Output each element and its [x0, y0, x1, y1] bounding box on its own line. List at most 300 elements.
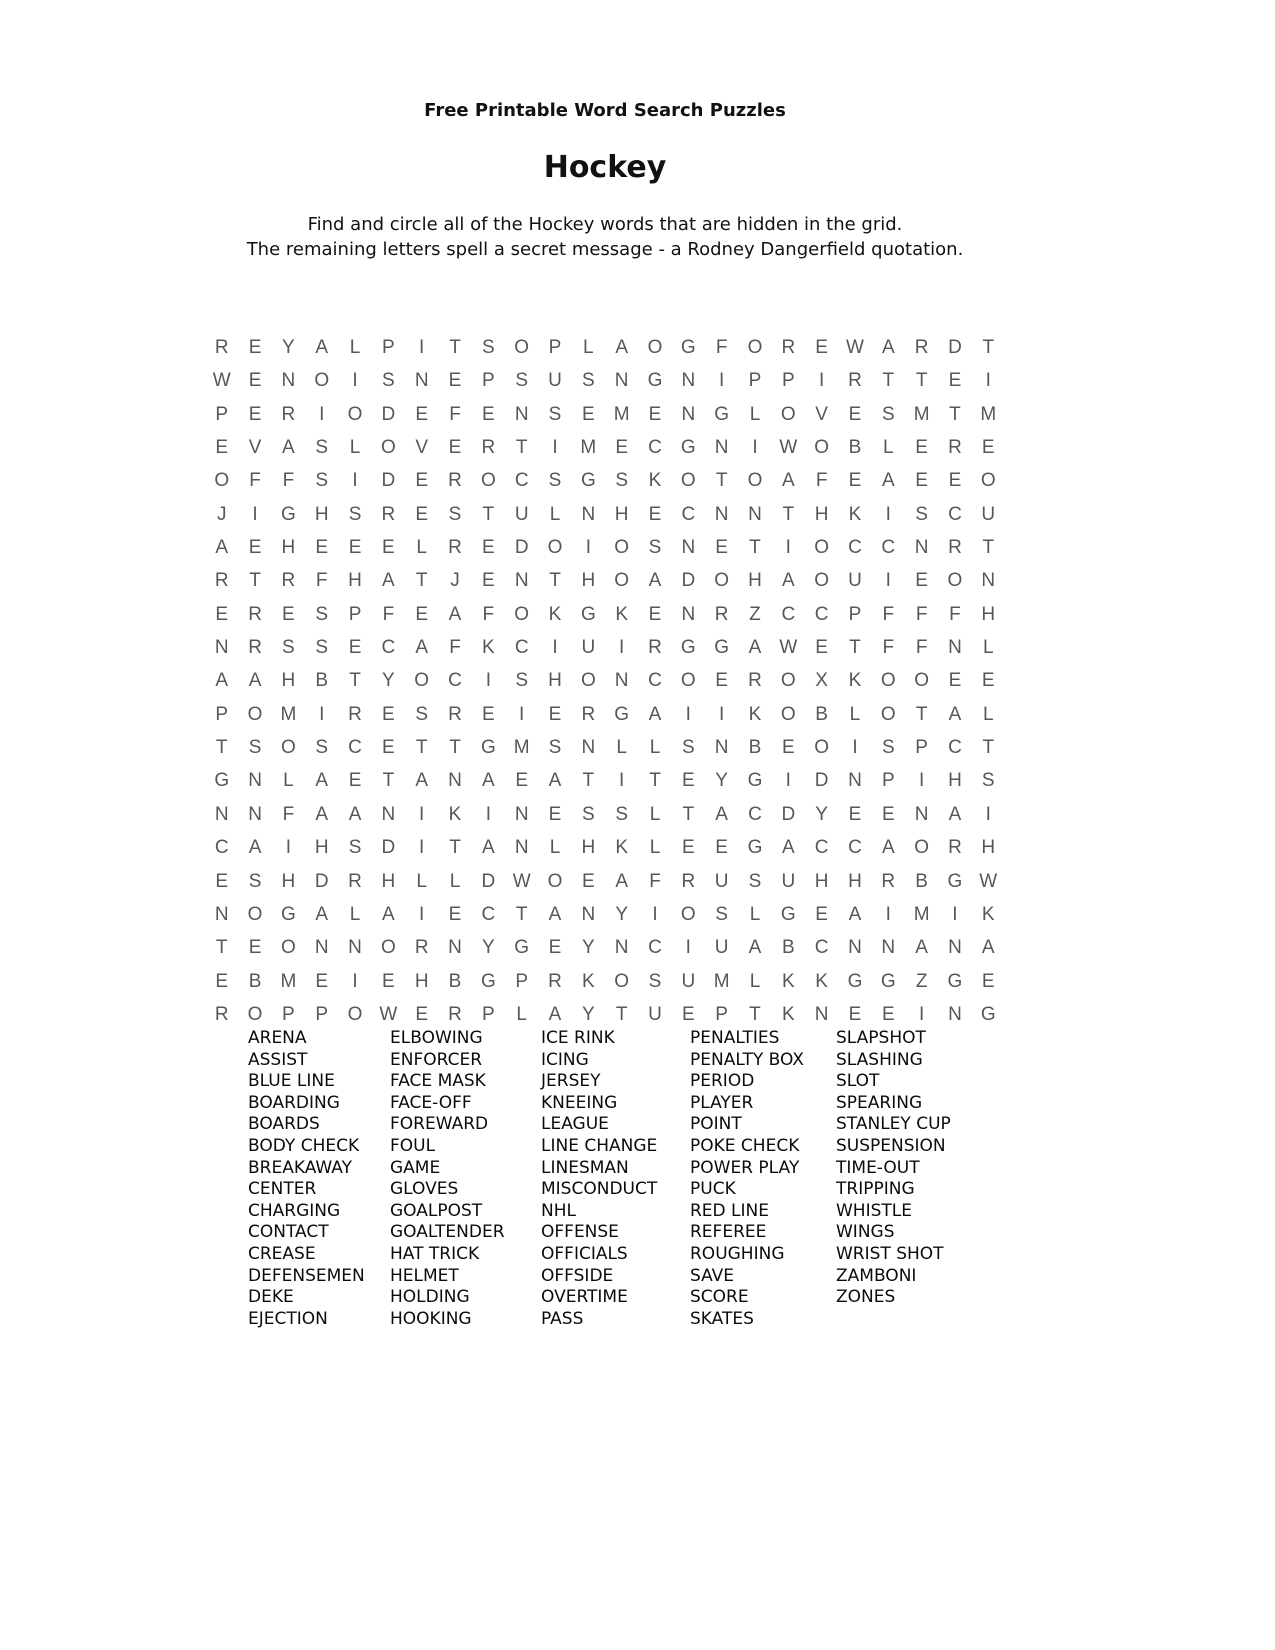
grid-letter: J [450, 570, 460, 592]
grid-letter: P [548, 337, 562, 358]
grid-letter: O [347, 1003, 363, 1025]
word-item: TRIPPING [836, 1179, 915, 1200]
grid-letter: E [981, 970, 995, 992]
grid-letter: I [552, 637, 558, 659]
grid-letter: B [781, 937, 795, 959]
grid-letter: D [381, 403, 396, 425]
grid-letter: R [281, 403, 296, 425]
grid-letter: O [414, 670, 430, 692]
grid-letter: M [913, 403, 930, 425]
grid-letter: E [448, 437, 462, 459]
grid-letter: H [414, 970, 429, 992]
grid-letter: P [781, 370, 795, 392]
grid-letter: N [214, 803, 229, 825]
word-item: ICE RINK [541, 1028, 615, 1048]
grid-letter: O [980, 470, 996, 492]
grid-letter: A [615, 870, 628, 892]
grid-letter: N [914, 803, 929, 825]
grid-letter: A [315, 803, 329, 825]
grid-letter: I [952, 903, 958, 925]
grid-letter: O [547, 870, 563, 892]
grid-letter: E [348, 537, 362, 559]
grid-letter: R [214, 337, 229, 358]
grid-letter: S [515, 370, 529, 392]
grid-letter: M [713, 970, 730, 992]
grid-letter: N [314, 937, 329, 959]
grid-letter: R [781, 337, 796, 358]
grid-letter: C [748, 803, 762, 825]
grid-letter: D [514, 537, 529, 559]
word-item: PERIOD [690, 1071, 755, 1092]
word-item: RED LINE [690, 1200, 769, 1221]
grid-letter: L [749, 403, 761, 425]
grid-letter: G [680, 337, 696, 358]
grid-letter: I [419, 903, 425, 925]
grid-letter: M [280, 703, 297, 725]
grid-letter: I [785, 770, 791, 792]
grid-letter: P [482, 1003, 495, 1025]
grid-letter: P [382, 337, 395, 358]
grid-letter: E [881, 803, 895, 825]
word-item: KNEEING [541, 1092, 618, 1113]
grid-letter: N [681, 403, 696, 425]
word-list [248, 1028, 966, 1330]
grid-letter: I [419, 337, 425, 358]
grid-letter: F [282, 470, 295, 492]
grid-letter: C [348, 737, 362, 759]
grid-letter: F [315, 570, 328, 592]
grid-letter: M [613, 403, 630, 425]
grid-letter: R [248, 603, 262, 625]
grid-letter: O [780, 403, 796, 425]
grid-row [0, 398, 1210, 431]
grid-letter: D [381, 837, 396, 859]
grid-letter: E [482, 703, 495, 725]
grid-letter: E [715, 670, 728, 692]
word-item: OVERTIME [541, 1287, 628, 1308]
grid-letter: G [214, 770, 230, 792]
word-item: GOALPOST [390, 1200, 483, 1221]
grid-letter: I [252, 503, 258, 525]
grid-letter: I [818, 370, 825, 392]
grid-letter: H [581, 570, 596, 592]
grid-letter: A [781, 837, 795, 859]
grid-letter: L [649, 803, 661, 825]
grid-letter: E [215, 603, 229, 625]
grid-letter: I [785, 537, 791, 559]
grid-letter: F [282, 803, 295, 825]
grid-letter: G [580, 470, 596, 492]
grid-letter: H [981, 603, 996, 625]
word-item: JERSEY [541, 1071, 601, 1092]
grid-letter: H [381, 870, 396, 892]
word-item: BREAKAWAY [248, 1157, 352, 1178]
grid-letter: I [352, 370, 358, 392]
grid-letter: N [281, 370, 296, 392]
grid-letter: K [615, 837, 628, 859]
word-item: SCORE [690, 1287, 749, 1308]
grid-letter: O [514, 337, 530, 358]
grid-letter: A [615, 337, 628, 358]
word-item: CHARGING [248, 1200, 341, 1221]
grid-letter: S [248, 737, 262, 759]
grid-letter: T [782, 503, 795, 525]
grid-letter: I [685, 703, 691, 725]
grid-letter: F [449, 403, 461, 425]
grid-letter: E [715, 837, 728, 859]
grid-letter: F [649, 870, 661, 892]
grid-letter: S [315, 737, 329, 759]
grid-letter: Z [915, 970, 928, 992]
grid-letter: T [415, 737, 428, 759]
word-item: ROUGHING [690, 1243, 785, 1264]
grid-letter: L [749, 903, 761, 925]
grid-letter: F [249, 470, 261, 492]
grid-letter: O [680, 470, 696, 492]
grid-letter: P [282, 1003, 295, 1025]
word-item: POWER PLAY [690, 1157, 800, 1178]
grid-letter: O [247, 703, 263, 725]
grid-letter: E [482, 403, 495, 425]
instructions-line-1: Find and circle all of the Hockey words that are hidden in the grid. [307, 214, 903, 235]
grid-letter: E [681, 1003, 695, 1025]
grid-letter: F [449, 637, 461, 659]
grid-letter: I [985, 370, 991, 392]
grid-letter: H [948, 770, 962, 792]
grid-letter: L [649, 737, 661, 759]
word-item: OFFICIALS [541, 1243, 628, 1264]
grid-letter: K [648, 470, 662, 492]
grid-letter: C [481, 903, 496, 925]
grid-letter: G [680, 637, 696, 659]
grid-letter: A [548, 1003, 562, 1025]
grid-letter: E [415, 1003, 429, 1025]
grid-letter: N [514, 803, 529, 825]
grid-letter: G [480, 737, 496, 759]
grid-letter: N [748, 503, 762, 525]
grid-letter: N [914, 537, 929, 559]
grid-letter: F [382, 603, 395, 625]
grid-letter: S [315, 437, 329, 459]
grid-letter: S [615, 803, 628, 825]
grid-letter: R [248, 637, 262, 659]
grid-letter: K [848, 503, 862, 525]
grid-letter: S [315, 470, 329, 492]
grid-letter: E [815, 337, 828, 358]
grid-letter: S [482, 337, 495, 358]
grid-letter: T [449, 337, 461, 358]
word-item: BOARDS [248, 1114, 320, 1135]
grid-row [0, 664, 1210, 697]
word-item: DEKE [248, 1287, 294, 1308]
grid-letter: A [248, 837, 262, 859]
grid-letter: O [880, 670, 896, 692]
grid-letter: N [614, 370, 629, 392]
grid-letter: N [948, 1003, 962, 1025]
grid-letter: I [485, 803, 491, 825]
grid-letter: E [482, 570, 495, 592]
grid-letter: U [514, 503, 529, 525]
grid-letter: L [883, 437, 894, 459]
grid-letter: R [914, 337, 929, 358]
grid-letter: S [881, 403, 895, 425]
grid-letter: R [548, 970, 562, 992]
grid-letter: N [381, 803, 396, 825]
instructions-line-2: The remaining letters spell a secret message - a Rodney Dangerfield quotation. [246, 239, 964, 260]
grid-letter: A [748, 937, 762, 959]
grid-letter: E [515, 770, 529, 792]
word-item: ICING [541, 1049, 589, 1070]
grid-letter: N [681, 603, 696, 625]
grid-letter: X [815, 670, 828, 692]
grid-letter: O [280, 937, 296, 959]
grid-letter: P [848, 603, 862, 625]
grid-letter: R [448, 537, 462, 559]
grid-letter: L [849, 703, 861, 725]
grid-letter: E [848, 403, 862, 425]
grid-letter: U [648, 1003, 662, 1025]
grid-letter: K [448, 803, 462, 825]
grid-letter: E [915, 470, 928, 492]
grid-letter: E [648, 403, 662, 425]
grid-letter: Y [615, 903, 628, 925]
grid-letter: G [747, 837, 763, 859]
grid-letter: F [482, 603, 495, 625]
grid-letter: A [648, 570, 662, 592]
grid-letter: I [319, 403, 325, 425]
grid-letter: J [216, 503, 227, 525]
word-item: ZONES [836, 1287, 896, 1308]
word-item: EJECTION [248, 1308, 328, 1329]
grid-letter: E [248, 337, 262, 358]
grid-letter: E [615, 437, 628, 459]
grid-letter: T [349, 670, 361, 692]
word-item: FACE MASK [390, 1071, 486, 1092]
grid-letter: E [548, 803, 562, 825]
grid-letter: I [885, 570, 891, 592]
grid-letter: P [748, 370, 762, 392]
grid-letter: P [215, 403, 229, 425]
grid-letter: C [948, 737, 962, 759]
grid-letter: R [448, 703, 462, 725]
grid-letter: N [614, 670, 629, 692]
grid-letter: F [915, 603, 928, 625]
grid-letter: C [448, 670, 462, 692]
grid-letter: G [714, 403, 730, 425]
word-list-column [541, 1028, 690, 1330]
grid-letter: I [519, 703, 525, 725]
word-item: WINGS [836, 1222, 895, 1243]
word-item: FOREWARD [390, 1114, 489, 1135]
grid-letter: E [781, 737, 795, 759]
grid-letter: A [548, 903, 562, 925]
grid-letter: L [516, 1003, 527, 1025]
grid-letter: I [885, 503, 891, 525]
grid-letter: S [348, 503, 362, 525]
word-item: POKE CHECK [690, 1135, 800, 1156]
grid-letter: T [982, 337, 995, 358]
grid-letter: Y [815, 803, 828, 825]
grid-letter: L [349, 337, 361, 358]
grid-letter: Y [382, 670, 395, 692]
word-item: WHISTLE [836, 1200, 912, 1221]
grid-letter: R [948, 437, 962, 459]
grid-letter: E [881, 1003, 895, 1025]
grid-letter: D [314, 870, 329, 892]
grid-letter: D [481, 870, 496, 892]
grid-row [0, 598, 1210, 631]
grid-letter: H [314, 503, 329, 525]
grid-row [0, 698, 1210, 731]
grid-letter: G [680, 437, 696, 459]
grid-letter: T [249, 570, 261, 592]
word-item: PENALTIES [690, 1028, 780, 1048]
grid-letter: N [814, 1003, 829, 1025]
grid-letter: E [382, 703, 395, 725]
word-item: ENFORCER [390, 1049, 483, 1070]
grid-letter: S [715, 903, 728, 925]
letter-grid [0, 331, 1210, 1031]
grid-letter: D [948, 337, 962, 358]
grid-letter: H [614, 503, 629, 525]
grid-row [0, 965, 1210, 998]
grid-letter: B [815, 703, 828, 725]
grid-letter: W [379, 1003, 398, 1025]
grid-letter: O [614, 570, 630, 592]
grid-letter: C [948, 503, 962, 525]
grid-letter: F [949, 603, 961, 625]
grid-letter: H [814, 870, 829, 892]
grid-letter: E [348, 770, 362, 792]
grid-letter: O [214, 470, 230, 492]
grid-letter: E [448, 370, 462, 392]
word-list-column [390, 1028, 541, 1330]
grid-letter: I [918, 770, 925, 792]
grid-letter: E [415, 470, 429, 492]
grid-letter: T [482, 503, 495, 525]
grid-letter: O [714, 570, 730, 592]
grid-letter: E [382, 537, 395, 559]
grid-letter: A [382, 570, 395, 592]
grid-letter: E [815, 903, 828, 925]
word-item: CREASE [248, 1243, 316, 1264]
grid-letter: E [382, 970, 395, 992]
grid-letter: A [282, 437, 295, 459]
grid-letter: A [215, 537, 229, 559]
grid-letter: E [415, 403, 429, 425]
grid-letter: I [752, 437, 758, 459]
grid-letter: L [549, 837, 561, 859]
grid-letter: C [848, 537, 862, 559]
word-item: LINE CHANGE [541, 1135, 658, 1156]
grid-letter: N [581, 903, 596, 925]
grid-letter: A [881, 337, 895, 358]
grid-letter: H [748, 570, 762, 592]
grid-letter: T [382, 770, 395, 792]
grid-letter: T [915, 370, 928, 392]
grid-letter: E [248, 370, 262, 392]
grid-letter: L [416, 870, 427, 892]
grid-letter: C [648, 437, 662, 459]
grid-letter: F [915, 637, 928, 659]
grid-letter: E [382, 737, 395, 759]
grid-letter: T [882, 370, 895, 392]
grid-letter: G [947, 870, 963, 892]
grid-letter: S [548, 403, 562, 425]
word-list-column [248, 1028, 390, 1330]
grid-letter: U [848, 570, 862, 592]
puzzle-title: Hockey [543, 150, 667, 185]
grid-letter: T [982, 537, 995, 559]
grid-letter: L [283, 770, 294, 792]
grid-letter: W [212, 370, 231, 392]
grid-letter: N [514, 837, 529, 859]
grid-letter: E [981, 437, 995, 459]
grid-letter: H [548, 670, 562, 692]
grid-letter: S [915, 503, 928, 525]
grid-letter: F [815, 470, 828, 492]
word-item: PUCK [690, 1179, 736, 1200]
grid-letter: R [214, 570, 229, 592]
grid-letter: E [681, 837, 695, 859]
grid-letter: G [980, 1003, 996, 1025]
grid-letter: G [647, 370, 663, 392]
grid-letter: T [749, 537, 761, 559]
grid-letter: P [348, 603, 362, 625]
grid-letter: T [915, 703, 928, 725]
grid-letter: N [214, 903, 229, 925]
grid-letter: I [619, 770, 625, 792]
grid-letter: T [515, 903, 528, 925]
grid-letter: T [582, 770, 595, 792]
grid-letter: R [214, 1003, 229, 1025]
grid-letter: E [415, 503, 429, 525]
word-item: CENTER [248, 1179, 317, 1200]
grid-letter: O [380, 437, 396, 459]
grid-letter: R [714, 603, 729, 625]
grid-letter: U [581, 637, 596, 659]
grid-letter: I [652, 903, 658, 925]
grid-letter: D [814, 770, 829, 792]
grid-letter: O [780, 670, 796, 692]
word-item: BOARDING [248, 1092, 340, 1113]
grid-letter: E [815, 637, 828, 659]
grid-letter: M [280, 970, 297, 992]
grid-letter: G [880, 970, 896, 992]
grid-letter: O [814, 570, 830, 592]
word-item: CONTACT [248, 1222, 329, 1243]
grid-letter: L [449, 870, 461, 892]
grid-letter: I [619, 637, 625, 659]
grid-letter: S [548, 470, 562, 492]
grid-letter: K [482, 637, 495, 659]
grid-letter: U [681, 970, 696, 992]
grid-letter: A [981, 937, 995, 959]
grid-letter: A [848, 903, 862, 925]
grid-letter: E [482, 537, 495, 559]
grid-letter: R [414, 937, 429, 959]
grid-letter: N [714, 737, 729, 759]
grid-letter: L [349, 903, 361, 925]
word-item: GLOVES [390, 1179, 459, 1200]
grid-letter: I [885, 903, 891, 925]
grid-letter: U [981, 503, 996, 525]
grid-letter: H [348, 570, 362, 592]
grid-letter: A [781, 470, 795, 492]
grid-letter: I [985, 803, 991, 825]
grid-letter: Y [581, 1003, 595, 1025]
grid-letter: M [913, 903, 930, 925]
